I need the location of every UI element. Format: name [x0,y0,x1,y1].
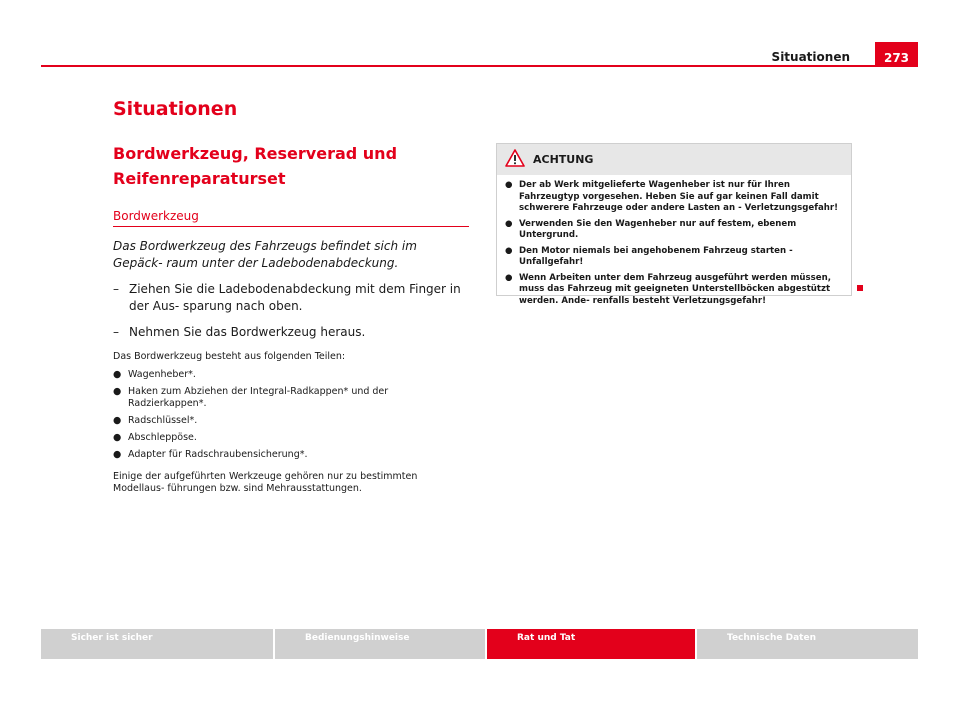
list-item [113,432,469,444]
intro-text: Das Bordwerkzeug des Fahrzeugs befindet sich im Gepäck- raum unter der Ladebodenabdeckung. [113,239,417,270]
running-header-title: Situationen [771,50,850,64]
header-rule [41,65,918,67]
list-item-text: Haken zum Abziehen der Integral-Radkappen* und der Radzierkappen*. [128,386,389,409]
warning-header [497,144,851,175]
warning-item-text: Wenn Arbeiten unter dem Fahrzeug ausgeführt werden müssen, muss das Fahrzeug mit geeigneten Unterstellböcken abgestützt werden. Ande- renfalls besteht Verletzungsgefahr! [519,272,831,306]
footer-nav [41,629,918,659]
section-heading: Bordwerkzeug, Reserverad und Reifenreparaturset [113,144,398,188]
chapter-heading: Situationen [113,98,238,120]
bullet-icon: ● [113,369,122,380]
list-item [113,386,469,410]
warning-item-text: Der ab Werk mitgelieferte Wagenheber ist nur für Ihren Fahrzeugtyp vorgesehen. Heben Sie auf gar keinen Fall damit schwerere Fahrzeuge oder andere Lasten an - Verletzungsgefahr! [519,180,839,213]
page-number: 273 [875,42,918,67]
bullet-icon: ● [505,180,513,190]
step-item [113,281,469,315]
list-item [113,449,469,461]
step-text: Nehmen Sie das Bordwerkzeug heraus. [129,325,366,339]
warning-item [505,273,845,308]
bullet-icon: ● [113,386,122,397]
dash-marker: – [113,282,119,296]
dash-marker: – [113,325,119,339]
main-column [113,98,469,495]
list-item-text: Abschleppöse. [128,432,197,443]
bullet-icon: ● [505,218,513,229]
parts-intro: Das Bordwerkzeug besteht aus folgenden Teilen: [113,351,346,362]
footer-tab-sicher-ist-sicher[interactable]: Sicher ist sicher [41,629,273,659]
list-item-text: Wagenheber*. [128,369,196,380]
subsection-heading: Bordwerkzeug [113,209,469,227]
footer-tab-rat-und-tat[interactable]: Rat und Tat [485,629,695,659]
warning-item-text: Verwenden Sie den Wagenheber nur auf festem, ebenem Untergrund. [519,218,797,240]
bullet-icon: ● [113,449,122,460]
step-item [113,324,469,341]
list-item [113,415,469,427]
bullet-icon: ● [113,432,122,443]
list-item-text: Radschlüssel*. [128,415,198,426]
parts-list [113,369,469,461]
note-text: Einige der aufgeführten Werkzeuge gehören nur zu bestimmten Modellaus- führungen bzw. sind Mehrausstattungen. [113,471,418,494]
bullet-icon: ● [505,245,513,256]
bullet-icon: ● [505,272,513,283]
warning-item-text: Den Motor niemals bei angehobenem Fahrzeug starten - Unfallgefahr! [519,245,793,267]
bullet-icon: ● [113,415,122,426]
end-of-section-marker [857,285,863,291]
warning-item [505,246,845,269]
step-text: Ziehen Sie die Ladebodenabdeckung mit dem Finger in der Aus- sparung nach oben. [129,282,461,313]
warning-item [505,219,845,242]
warning-body [497,175,851,307]
footer-tab-technische-daten[interactable]: Technische Daten [695,629,918,659]
footer-tab-bedienungshinweise[interactable]: Bedienungshinweise [273,629,485,659]
list-item-text: Adapter für Radschraubensicherung*. [128,449,308,460]
warning-triangle-icon [505,149,525,167]
list-item [113,369,469,381]
warning-item [505,180,845,215]
warning-title: ACHTUNG [533,153,594,166]
warning-box [496,143,852,306]
